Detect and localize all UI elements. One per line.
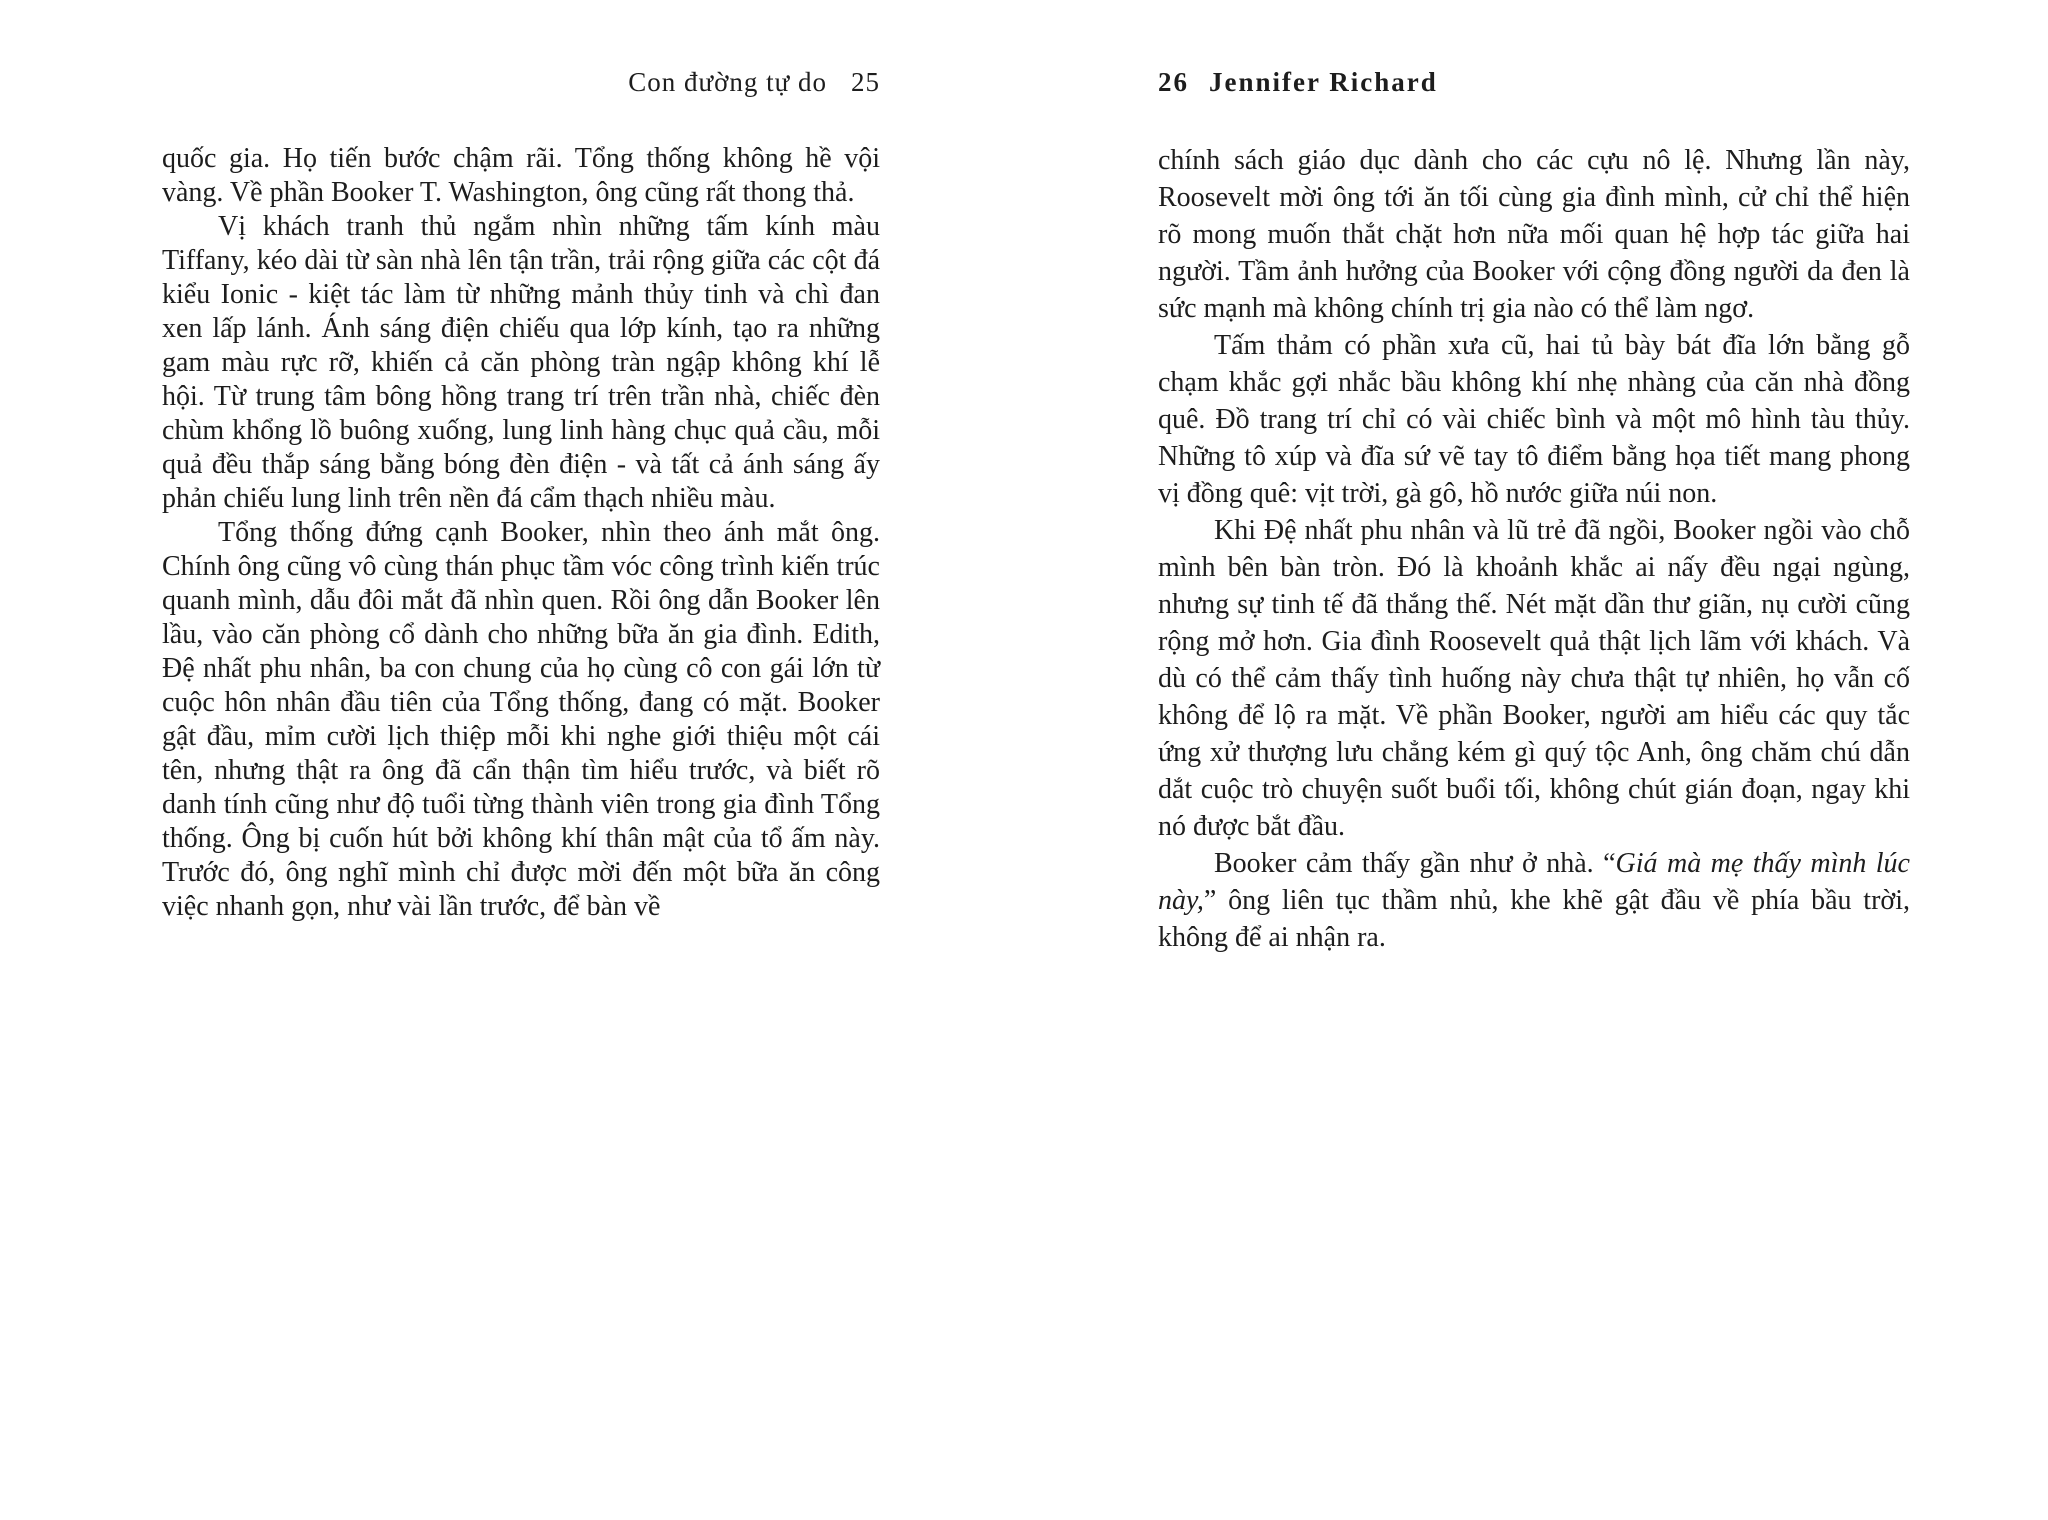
paragraph-right-4-quote: Giá mà mẹ thấy mình lúc này, — [1158, 848, 1910, 916]
page-number-right: 26 — [1158, 67, 1189, 97]
paragraph-left-2: Vị khách tranh thủ ngắm nhìn những tấm kính màu Tiffany, kéo dài từ sàn nhà lên tận trần, trải rộng giữa các cột đá kiểu Ionic - kiệt tác làm từ những mảnh thủy tinh và chì đan xen lấp lánh. Ánh sáng điện chiếu qua lớp kính, tạo ra những gam màu rực rỡ, khiến cả căn phòng tràn ngập không khí lễ hội. Từ trung tâm bông hồng trang trí trên trần nhà, chiếc đèn chùm khổng lồ buông xuống, lung linh hàng chục quả cầu, mỗi quả đều thắp sáng bằng bóng đèn điện - và tất cả ánh sáng ấy phản chiếu lung linh trên nền đá cẩm thạch nhiều màu. — [162, 211, 880, 514]
paragraph-left-3: Tổng thống đứng cạnh Booker, nhìn theo ánh mắt ông. Chính ông cũng vô cùng thán phục tầm vóc công trình kiến trúc quanh mình, dẫu đôi mắt đã nhìn quen. Rồi ông dẫn Booker lên lầu, vào căn phòng cổ dành cho những bữa ăn gia đình. Edith, Đệ nhất phu nhân, ba con chung của họ cùng cô con gái lớn từ cuộc hôn nhân đầu tiên của Tổng thống, đang có mặt. Booker gật đầu, mỉm cười lịch thiệp mỗi khi nghe giới thiệu một cái tên, nhưng thật ra ông đã cẩn thận tìm hiểu trước, và biết rõ danh tính cũng như độ tuổi từng thành viên trong gia đình Tổng thống. Ông bị cuốn hút bởi không khí thân mật của tổ ấm này. Trước đó, ông nghĩ mình chỉ được mời đến một bữa ăn công việc nhanh gọn, như vài lần trước, để bàn về — [162, 517, 880, 922]
paragraph-right-2: Tấm thảm có phần xưa cũ, hai tủ bày bát đĩa lớn bằng gỗ chạm khắc gợi nhắc bầu không khí nhẹ nhàng của căn nhà đồng quê. Đồ trang trí chỉ có vài chiếc bình và một mô hình tàu thủy. Những tô xúp và đĩa sứ vẽ tay tô điểm bằng họa tiết mang phong vị đồng quê: vịt trời, gà gô, hồ nước giữa núi non. — [1158, 330, 1910, 509]
book-title: Con đường tự do — [628, 67, 827, 97]
paragraph-left-1: quốc gia. Họ tiến bước chậm rãi. Tổng thống không hề vội vàng. Về phần Booker T. Washington, ông cũng rất thong thả. — [162, 143, 880, 208]
paragraph-right-3: Khi Đệ nhất phu nhân và lũ trẻ đã ngồi, Booker ngồi vào chỗ mình bên bàn tròn. Đó là khoảnh khắc ai nấy đều ngại ngùng, nhưng sự tinh tế đã thắng thế. Nét mặt dần thư giãn, nụ cười cũng rộng mở hơn. Gia đình Roosevelt quả thật lịch lãm với khách. Và dù có thể cảm thấy tình huống này chưa thật tự nhiên, họ vẫn cố không để lộ ra mặt. Về phần Booker, người am hiểu các quy tắc ứng xử thượng lưu chẳng kém gì quý tộc Anh, ông chăm chú dẫn dắt cuộc trò chuyện suốt buổi tối, không chút gián đoạn, ngay khi nó được bắt đầu. — [1158, 515, 1910, 842]
author-name: Jennifer Richard — [1209, 67, 1438, 97]
text-block-left — [162, 142, 880, 924]
paragraph-right-4 — [1158, 845, 1910, 956]
paragraph-right-1: chính sách giáo dục dành cho các cựu nô lệ. Nhưng lần này, Roosevelt mời ông tới ăn tối cùng gia đình mình, cử chỉ thể hiện rõ mong muốn thắt chặt hơn nữa mối quan hệ hợp tác giữa hai người. Tầm ảnh hưởng của Booker với cộng đồng người da đen là sức mạnh mà không chính trị gia nào có thể làm ngơ. — [1158, 145, 1910, 324]
running-header-right — [1158, 66, 1910, 98]
paragraph-right-4-rest: ” ông liên tục thầm nhủ, khe khẽ gật đầu về phía bầu trời, không để ai nhận ra. — [1158, 885, 1910, 953]
page-number-left: 25 — [851, 67, 880, 97]
running-header-left — [162, 66, 880, 98]
text-block-right — [1158, 142, 1910, 956]
paragraph-right-4-lead: Booker cảm thấy gần như ở nhà. “ — [1214, 848, 1616, 879]
page-right — [1024, 0, 2048, 1520]
